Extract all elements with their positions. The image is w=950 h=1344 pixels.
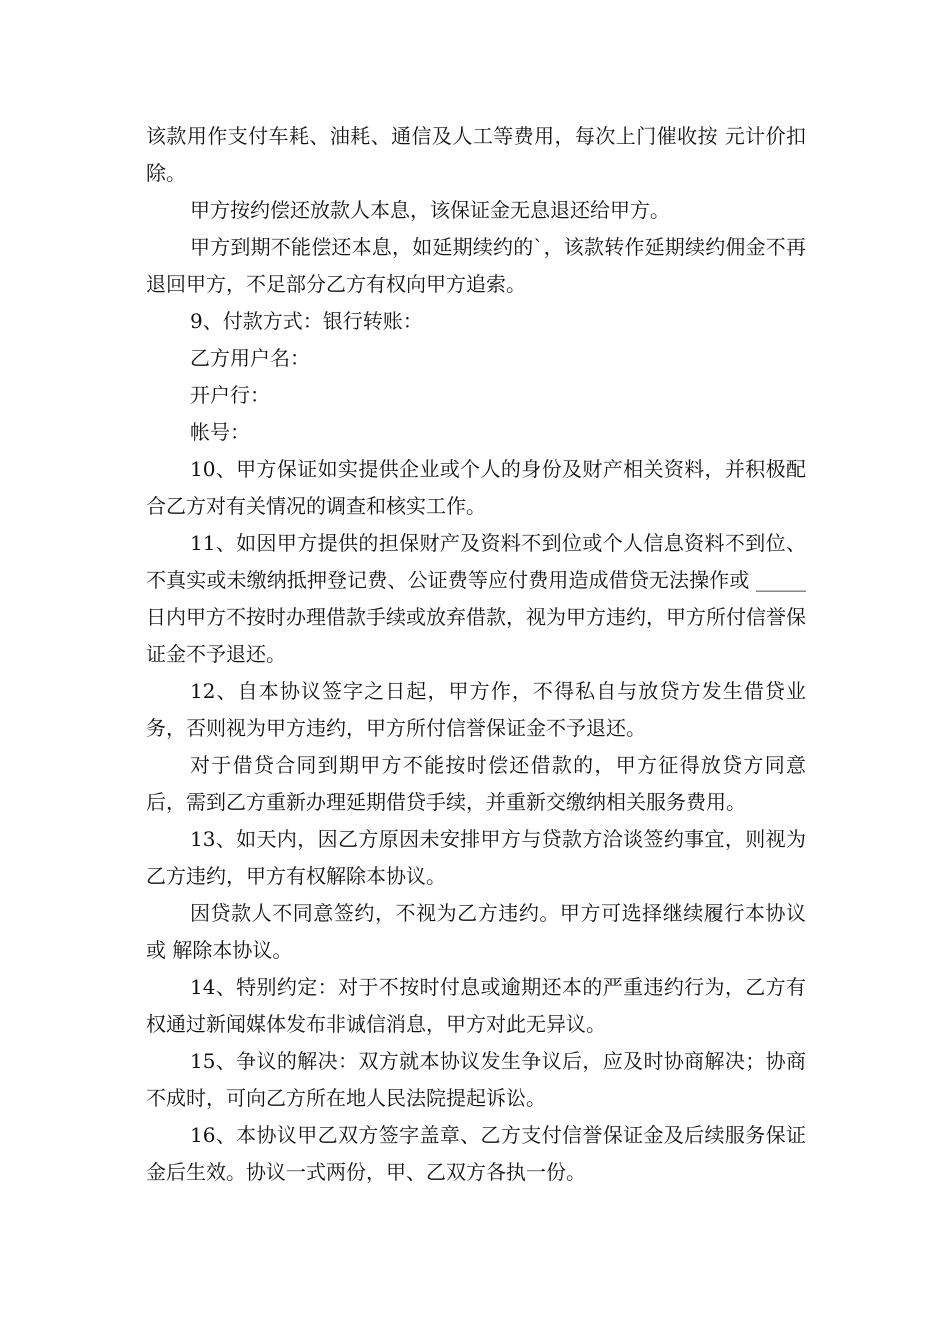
paragraph-bank: 开户行： <box>190 383 270 407</box>
paragraph-clause-12: 12、自本协议签字之日起，甲方作，不得私自与放贷方发生借贷业务，否则视为甲方违约，甲方所付信誉保证金不予退还。 <box>146 679 806 740</box>
paragraph-clause-12-extension: 对于借贷合同到期甲方不能按时偿还借款的，甲方征得放贷方同意后，需到乙方重新办理延期借贷手续，并重新交缴纳相关服务费用。 <box>146 753 806 814</box>
paragraph-clause-11: 11、如因甲方提供的担保财产及资料不到位或个人信息资料不到位、不真实或未缴纳抵押登记费、公证费等应付费用造成借贷无法操作或 _____日内甲方不按时办理借款手续或放弃借款，视为甲方违约，甲方所付信誉保证金不予退还。 <box>146 531 806 666</box>
paragraph-continuation: 该款用作支付车耗、油耗、通信及人工等费用，每次上门催收按 元计价扣除。 <box>146 124 806 185</box>
paragraph-clause-14: 14、特别约定：对于不按时付息或逾期还本的严重违约行为，乙方有权通过新闻媒体发布非诚信消息，甲方对此无异议。 <box>146 975 806 1036</box>
paragraph-account-number: 帐号： <box>190 420 250 444</box>
paragraph-account-name: 乙方用户名： <box>190 346 310 370</box>
paragraph-clause-15: 15、争议的解决：双方就本协议发生争议后，应及时协商解决；协商不成时，可向乙方所在地人民法院提起诉讼。 <box>146 1049 806 1110</box>
paragraph-deposit-refund: 甲方按约偿还放款人本息，该保证金无息退还给甲方。 <box>190 198 670 222</box>
paragraph-extension: 甲方到期不能偿还本息，如延期续约的`，该款转作延期续约佣金不再退回甲方，不足部分乙方有权向甲方追索。 <box>146 235 806 296</box>
paragraph-clause-10: 10、甲方保证如实提供企业或个人的身份及财产相关资料，并积极配合乙方对有关情况的调查和核实工作。 <box>146 457 806 518</box>
paragraph-clause-13: 13、如天内，因乙方原因未安排甲方与贷款方洽谈签约事宜，则视为乙方违约，甲方有权解除本协议。 <box>146 827 806 888</box>
paragraph-clause-16: 16、本协议甲乙双方签字盖章、乙方支付信誉保证金及后续服务保证金后生效。协议一式两份，甲、乙双方各执一份。 <box>146 1123 806 1184</box>
paragraph-payment-method: 9、付款方式：银行转账： <box>190 309 423 333</box>
document-body <box>146 118 806 1191</box>
paragraph-clause-13-lender: 因贷款人不同意签约，不视为乙方违约。甲方可选择继续履行本协议或 解除本协议。 <box>146 901 806 962</box>
